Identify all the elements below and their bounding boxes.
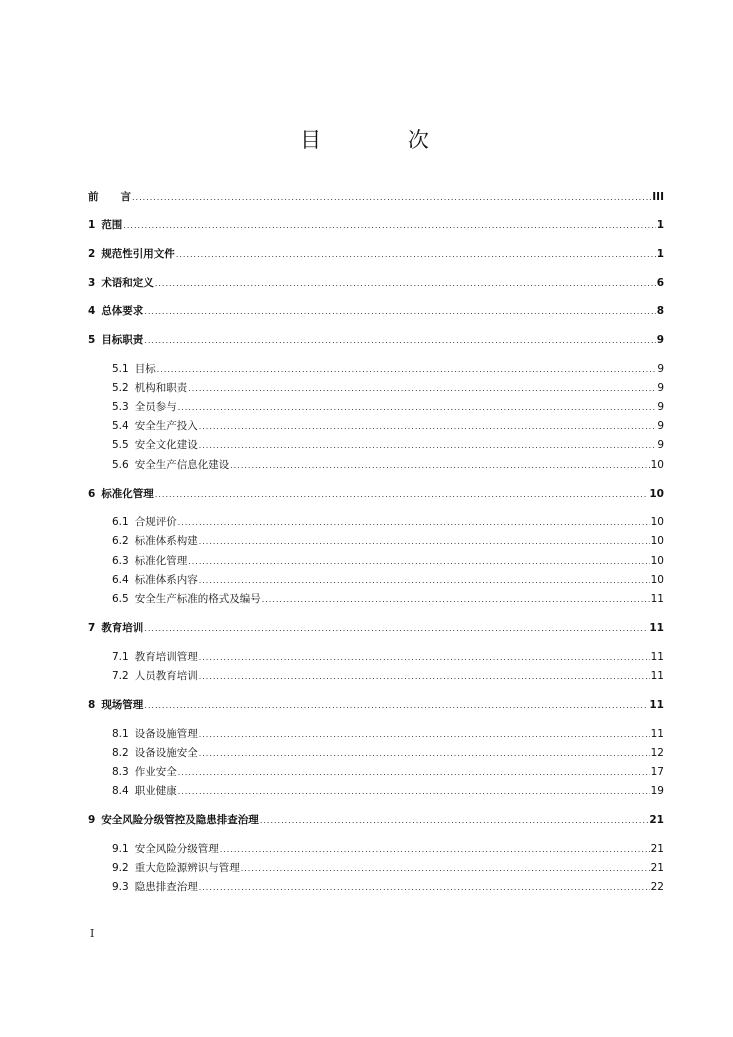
toc-leader-dots — [199, 880, 650, 895]
toc-section-entry[interactable] — [112, 418, 664, 434]
toc-entry-page: 9 — [657, 363, 664, 375]
toc-entry-page: 17 — [650, 766, 664, 778]
toc-entry-page: 1 — [656, 219, 664, 231]
toc-leader-dots — [188, 381, 656, 396]
toc-entry-number: 8 — [88, 699, 96, 711]
toc-entry-number: 9.2 — [112, 862, 129, 874]
toc-entry-label: 重大危险源辨识与管理 — [134, 862, 240, 874]
toc-entry-number: 2 — [88, 248, 96, 260]
toc-section-entry[interactable] — [112, 879, 664, 895]
toc-section-entry[interactable] — [112, 841, 664, 857]
toc-entry-page: 12 — [650, 747, 664, 759]
toc-chapter-entry[interactable] — [88, 189, 664, 205]
toc-entry-number: 6 — [88, 488, 96, 500]
toc-chapter-entry[interactable] — [88, 486, 664, 502]
toc-entry-page: 9 — [657, 401, 664, 413]
toc-chapter-entry[interactable] — [88, 620, 664, 636]
toc-section-entry[interactable] — [112, 572, 664, 588]
toc-entry-page: 11 — [650, 728, 664, 740]
toc-leader-dots — [199, 419, 657, 434]
toc-leader-dots — [144, 333, 655, 348]
toc-entry-number: 8.1 — [112, 728, 129, 740]
toc-entry-label: 标准化管理 — [134, 555, 188, 567]
toc-section-entry[interactable] — [112, 668, 664, 684]
toc-section-entry[interactable] — [112, 514, 664, 530]
toc-leader-dots — [199, 669, 650, 684]
toc-entry-label: 术语和定义 — [101, 277, 154, 289]
toc-entry-page: III — [652, 191, 664, 203]
toc-entry-number: 6.2 — [112, 535, 129, 547]
toc-leader-dots — [199, 746, 650, 761]
toc-leader-dots — [199, 573, 650, 588]
toc-entry-number: 5.3 — [112, 401, 129, 413]
toc-leader-dots — [155, 276, 656, 291]
toc-entry-number: 6.3 — [112, 555, 129, 567]
toc-entry-page: 19 — [650, 785, 664, 797]
toc-section-entry[interactable] — [112, 533, 664, 549]
toc-section-entry[interactable] — [112, 860, 664, 876]
toc-leader-dots — [123, 218, 655, 233]
toc-entry-number: 8.2 — [112, 747, 129, 759]
toc-entry-page: 9 — [657, 382, 664, 394]
toc-chapter-entry[interactable] — [88, 332, 664, 348]
toc-entry-label: 目标职责 — [101, 334, 144, 346]
toc-leader-dots — [199, 650, 650, 665]
toc-entry-label: 合规评价 — [134, 516, 177, 528]
toc-leader-dots — [220, 842, 650, 857]
toc-entry-label: 职业健康 — [134, 785, 177, 797]
toc-section-entry[interactable] — [112, 591, 664, 607]
toc-entry-number: 5.1 — [112, 363, 129, 375]
toc-entry-label: 人员教育培训 — [134, 670, 198, 682]
toc-entry-number: 8.4 — [112, 785, 129, 797]
toc-entry-page: 21 — [650, 862, 664, 874]
toc-leader-dots — [199, 438, 657, 453]
toc-entry-label: 设备设施管理 — [134, 728, 198, 740]
toc-entry-label: 言 — [120, 191, 131, 203]
toc-entry-page: 22 — [650, 881, 664, 893]
toc-entry-number: 5.4 — [112, 420, 129, 432]
toc-section-entry[interactable] — [112, 783, 664, 799]
toc-entry-page: 9 — [657, 420, 664, 432]
toc-leader-dots — [144, 304, 655, 319]
toc-entry-label: 标准化管理 — [101, 488, 154, 500]
toc-entry-page: 10 — [650, 535, 664, 547]
toc-chapter-entry[interactable] — [88, 217, 664, 233]
toc-entry-number: 6.5 — [112, 593, 129, 605]
toc-section-entry[interactable] — [112, 745, 664, 761]
toc-entry-label: 安全文化建设 — [134, 439, 198, 451]
toc-leader-dots — [188, 554, 649, 569]
toc-entry-number: 9 — [88, 814, 96, 826]
toc-section-entry[interactable] — [112, 726, 664, 742]
toc-entry-page: 6 — [656, 277, 664, 289]
toc-entry-page: 10 — [649, 488, 664, 500]
toc-entry-page: 11 — [650, 651, 664, 663]
toc-entry-label: 全员参与 — [134, 401, 177, 413]
toc-entry-page: 11 — [649, 699, 664, 711]
toc-entry-label: 机构和职责 — [134, 382, 188, 394]
toc-section-entry[interactable] — [112, 399, 664, 415]
toc-entry-number: 7 — [88, 622, 96, 634]
toc-entry-page: 1 — [656, 248, 664, 260]
toc-leader-dots — [157, 362, 657, 377]
toc-entry-label: 标准体系构建 — [134, 535, 198, 547]
toc-entry-label: 标准体系内容 — [134, 574, 198, 586]
toc-section-entry[interactable] — [112, 649, 664, 665]
toc-entry-number: 5.5 — [112, 439, 129, 451]
toc-leader-dots — [241, 861, 650, 876]
toc-entry-number: 7.2 — [112, 670, 129, 682]
toc-entry-page: 10 — [650, 459, 664, 471]
toc-entry-number: 6.1 — [112, 516, 129, 528]
toc-entry-label: 范围 — [101, 219, 123, 231]
toc-entry-number: 5 — [88, 334, 96, 346]
toc-entry-page: 10 — [650, 516, 664, 528]
toc-entry-page: 11 — [650, 670, 664, 682]
toc-entry-page: 8 — [656, 305, 664, 317]
toc-entry-number: 5.6 — [112, 459, 129, 471]
toc-entry-label: 目标 — [134, 363, 156, 375]
toc-entry-number: 8.3 — [112, 766, 129, 778]
toc-entry-number: 前 — [88, 191, 99, 203]
toc-leader-dots — [132, 190, 651, 205]
toc-section-entry[interactable] — [112, 457, 664, 473]
toc-entry-number: 7.1 — [112, 651, 129, 663]
toc-entry-page: 11 — [649, 622, 664, 634]
toc-entry-label: 安全生产信息化建设 — [134, 459, 230, 471]
toc-entry-page: 11 — [650, 593, 664, 605]
toc-section-entry[interactable] — [112, 380, 664, 396]
toc-entry-number: 9.1 — [112, 843, 129, 855]
page-title: 目 次 — [300, 128, 469, 152]
toc-entry-number: 3 — [88, 277, 96, 289]
toc-entry-number: 5.2 — [112, 382, 129, 394]
toc-section-entry[interactable] — [112, 437, 664, 453]
toc-chapter-entry[interactable] — [88, 246, 664, 262]
toc-leader-dots — [199, 727, 650, 742]
toc-entry-page: 21 — [650, 843, 664, 855]
toc-leader-dots — [260, 813, 649, 828]
toc-chapter-entry[interactable] — [88, 812, 664, 828]
toc-entry-label: 隐患排查治理 — [134, 881, 198, 893]
toc-entry-label: 作业安全 — [134, 766, 177, 778]
toc-entry-page: 10 — [650, 555, 664, 567]
toc-leader-dots — [178, 784, 650, 799]
toc-entry-label: 教育培训管理 — [134, 651, 198, 663]
toc-entry-page: 9 — [657, 439, 664, 451]
toc-section-entry[interactable] — [112, 361, 664, 377]
toc-entry-label: 教育培训 — [101, 622, 144, 634]
toc-section-entry[interactable] — [112, 764, 664, 780]
toc-entry-number: 1 — [88, 219, 96, 231]
toc-leader-dots — [144, 621, 648, 636]
toc-leader-dots — [199, 534, 650, 549]
toc-entry-page: 21 — [649, 814, 664, 826]
toc-chapter-entry[interactable] — [88, 303, 664, 319]
toc-entry-label: 设备设施安全 — [134, 747, 198, 759]
toc-entry-label: 总体要求 — [101, 305, 144, 317]
toc-entry-label: 规范性引用文件 — [101, 248, 175, 260]
toc-leader-dots — [230, 458, 649, 473]
toc-entry-page: 10 — [650, 574, 664, 586]
toc-leader-dots — [144, 698, 648, 713]
toc-entry-number: 6.4 — [112, 574, 129, 586]
toc-entry-label: 安全风险分级管理 — [134, 843, 219, 855]
toc-chapter-entry[interactable] — [88, 697, 664, 713]
toc-entry-label: 安全风险分级管控及隐患排查治理 — [101, 814, 259, 826]
toc-leader-dots — [262, 592, 650, 607]
toc-entry-number: 4 — [88, 305, 96, 317]
toc-leader-dots — [176, 247, 656, 262]
toc-chapter-entry[interactable] — [88, 275, 664, 291]
toc-entry-label: 现场管理 — [101, 699, 144, 711]
toc-leader-dots — [178, 400, 657, 415]
toc-section-entry[interactable] — [112, 553, 664, 569]
page-number: I — [90, 927, 95, 940]
toc-leader-dots — [178, 515, 650, 530]
toc-entry-label: 安全生产标准的格式及编号 — [134, 593, 261, 605]
toc-leader-dots — [155, 487, 649, 502]
toc-entry-label: 安全生产投入 — [134, 420, 198, 432]
toc-leader-dots — [178, 765, 650, 780]
toc-entry-page: 9 — [656, 334, 664, 346]
toc-entry-number: 9.3 — [112, 881, 129, 893]
